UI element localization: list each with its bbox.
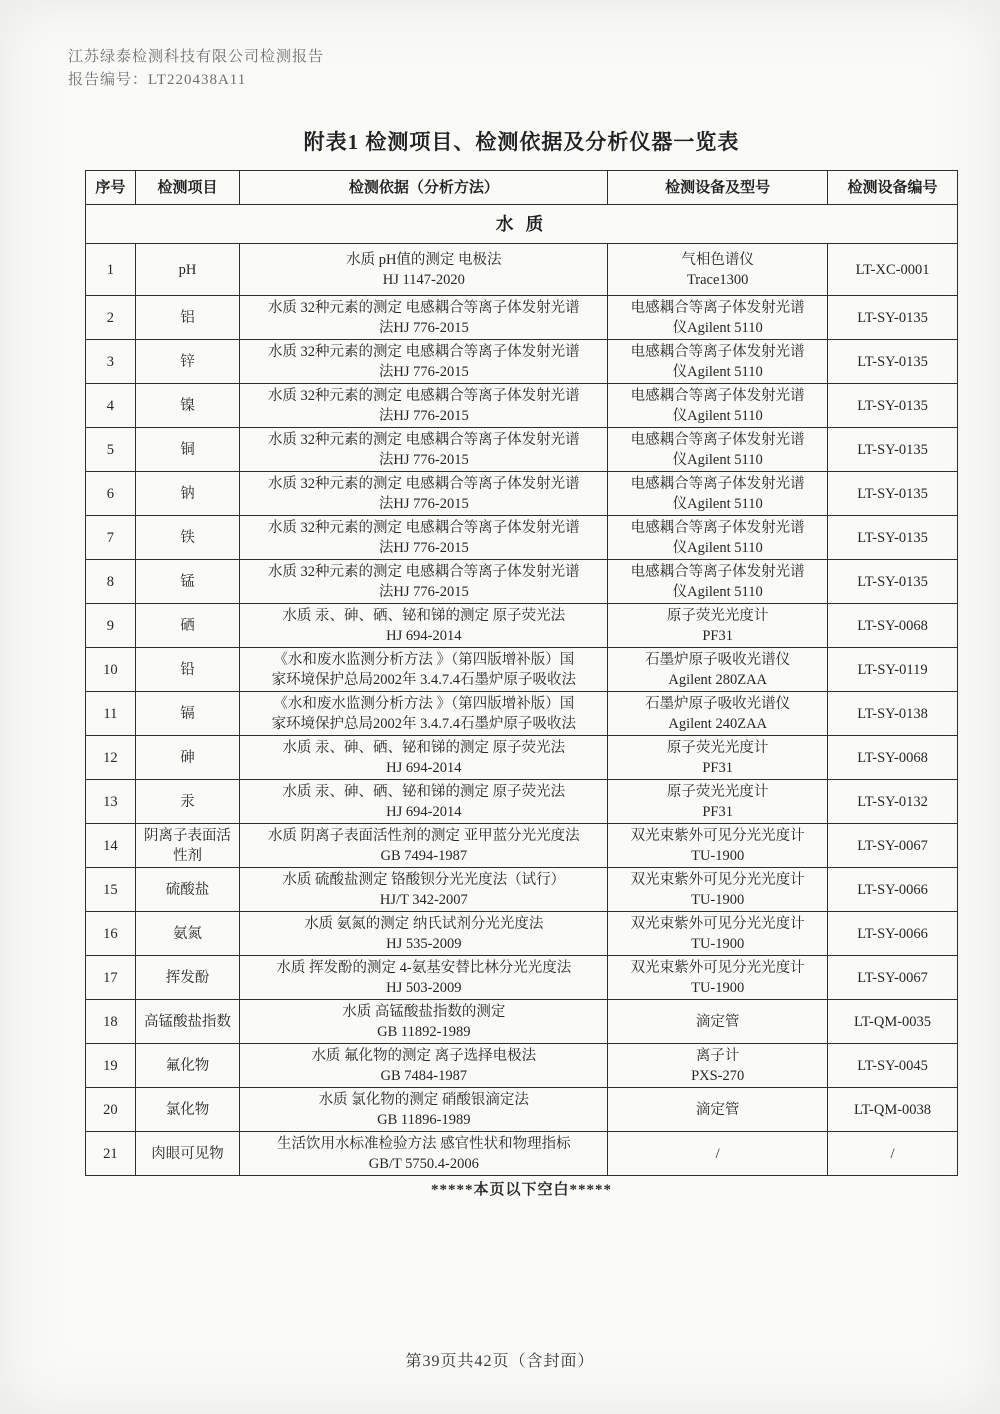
table-row bbox=[86, 472, 958, 516]
table-row bbox=[86, 428, 958, 472]
row-code-cell: LT-QM-0035 bbox=[828, 1000, 958, 1044]
report-number-line: 报告编号：LT220438A11 bbox=[68, 72, 247, 89]
row-item-cell: 镍 bbox=[135, 384, 240, 428]
row-item-cell: 锌 bbox=[135, 340, 240, 384]
row-no-cell: 1 bbox=[86, 244, 136, 296]
column-header-item: 检测项目 bbox=[135, 171, 240, 205]
table-row bbox=[86, 384, 958, 428]
row-no-cell: 8 bbox=[86, 560, 136, 604]
row-equipment-cell: 电感耦合等离子体发射光谱 仪Agilent 5110 bbox=[608, 516, 828, 560]
page-number: 第39页共42页（含封面） bbox=[405, 1353, 595, 1370]
row-method-cell: 水质 硫酸盐测定 铬酸钡分光光度法（试行） HJ/T 342-2007 bbox=[240, 868, 608, 912]
column-header-method: 检测依据（分析方法） bbox=[240, 171, 608, 205]
row-code-cell: LT-SY-0067 bbox=[828, 956, 958, 1000]
row-no-cell: 11 bbox=[86, 692, 136, 736]
row-no-cell: 20 bbox=[86, 1088, 136, 1132]
row-equipment-cell: 电感耦合等离子体发射光谱 仪Agilent 5110 bbox=[608, 340, 828, 384]
row-item-cell: 硫酸盐 bbox=[135, 868, 240, 912]
row-item-cell: 铝 bbox=[135, 296, 240, 340]
row-no-cell: 14 bbox=[86, 824, 136, 868]
table-row bbox=[86, 1088, 958, 1132]
table-row bbox=[86, 1132, 958, 1176]
column-header-equipment: 检测设备及型号 bbox=[608, 171, 828, 205]
row-code-cell: LT-SY-0135 bbox=[828, 472, 958, 516]
row-equipment-cell: 电感耦合等离子体发射光谱 仪Agilent 5110 bbox=[608, 296, 828, 340]
row-no-cell: 9 bbox=[86, 604, 136, 648]
row-method-cell: 水质 挥发酚的测定 4-氨基安替比林分光光度法 HJ 503-2009 bbox=[240, 956, 608, 1000]
table-row bbox=[86, 296, 958, 340]
table-row bbox=[86, 824, 958, 868]
table-row bbox=[86, 780, 958, 824]
row-item-cell: pH bbox=[135, 244, 240, 296]
row-no-cell: 15 bbox=[86, 868, 136, 912]
row-item-cell: 硒 bbox=[135, 604, 240, 648]
row-no-cell: 7 bbox=[86, 516, 136, 560]
row-item-cell: 高锰酸盐指数 bbox=[135, 1000, 240, 1044]
row-item-cell: 铅 bbox=[135, 648, 240, 692]
row-method-cell: 水质 32种元素的测定 电感耦合等离子体发射光谱 法HJ 776-2015 bbox=[240, 516, 608, 560]
row-method-cell: 水质 32种元素的测定 电感耦合等离子体发射光谱 法HJ 776-2015 bbox=[240, 340, 608, 384]
table-row bbox=[86, 868, 958, 912]
row-item-cell: 挥发酚 bbox=[135, 956, 240, 1000]
row-item-cell: 砷 bbox=[135, 736, 240, 780]
table-row bbox=[86, 648, 958, 692]
row-code-cell: LT-SY-0068 bbox=[828, 604, 958, 648]
row-equipment-cell: 电感耦合等离子体发射光谱 仪Agilent 5110 bbox=[608, 428, 828, 472]
row-no-cell: 3 bbox=[86, 340, 136, 384]
row-method-cell: 水质 32种元素的测定 电感耦合等离子体发射光谱 法HJ 776-2015 bbox=[240, 472, 608, 516]
row-no-cell: 16 bbox=[86, 912, 136, 956]
row-equipment-cell: 石墨炉原子吸收光谱仪 Agilent 280ZAA bbox=[608, 648, 828, 692]
row-code-cell: LT-SY-0132 bbox=[828, 780, 958, 824]
row-method-cell: 《水和废水监测分析方法 》（第四版增补版）国 家环境保护总局2002年 3.4.7.4石墨炉原子吸收法 bbox=[240, 692, 608, 736]
table-row bbox=[86, 956, 958, 1000]
row-equipment-cell: 双光束紫外可见分光光度计 TU-1900 bbox=[608, 912, 828, 956]
table-row bbox=[86, 244, 958, 296]
row-no-cell: 17 bbox=[86, 956, 136, 1000]
row-equipment-cell: / bbox=[608, 1132, 828, 1176]
blank-below-note: *****本页以下空白***** bbox=[430, 1182, 612, 1198]
row-equipment-cell: 滴定管 bbox=[608, 1000, 828, 1044]
row-equipment-cell: 电感耦合等离子体发射光谱 仪Agilent 5110 bbox=[608, 472, 828, 516]
table-row bbox=[86, 912, 958, 956]
table-row bbox=[86, 1044, 958, 1088]
row-equipment-cell: 双光束紫外可见分光光度计 TU-1900 bbox=[608, 868, 828, 912]
row-equipment-cell: 原子荧光光度计 PF31 bbox=[608, 780, 828, 824]
row-method-cell: 水质 氨氮的测定 纳氏试剂分光光度法 HJ 535-2009 bbox=[240, 912, 608, 956]
row-no-cell: 2 bbox=[86, 296, 136, 340]
row-code-cell: LT-SY-0119 bbox=[828, 648, 958, 692]
row-equipment-cell: 双光束紫外可见分光光度计 TU-1900 bbox=[608, 824, 828, 868]
row-equipment-cell: 原子荧光光度计 PF31 bbox=[608, 736, 828, 780]
row-code-cell: LT-SY-0138 bbox=[828, 692, 958, 736]
row-item-cell: 汞 bbox=[135, 780, 240, 824]
table-row bbox=[86, 692, 958, 736]
row-no-cell: 12 bbox=[86, 736, 136, 780]
row-method-cell: 水质 32种元素的测定 电感耦合等离子体发射光谱 法HJ 776-2015 bbox=[240, 428, 608, 472]
row-no-cell: 10 bbox=[86, 648, 136, 692]
row-code-cell: LT-SY-0135 bbox=[828, 428, 958, 472]
company-report-line: 江苏绿泰检测科技有限公司检测报告 bbox=[68, 49, 325, 65]
row-code-cell: LT-SY-0066 bbox=[828, 912, 958, 956]
row-method-cell: 水质 32种元素的测定 电感耦合等离子体发射光谱 法HJ 776-2015 bbox=[240, 384, 608, 428]
row-equipment-cell: 电感耦合等离子体发射光谱 仪Agilent 5110 bbox=[608, 560, 828, 604]
section-label: 水 质 bbox=[86, 205, 958, 244]
row-code-cell: LT-SY-0135 bbox=[828, 560, 958, 604]
row-no-cell: 5 bbox=[86, 428, 136, 472]
row-code-cell: LT-SY-0135 bbox=[828, 296, 958, 340]
section-row-water-quality bbox=[86, 205, 958, 244]
row-item-cell: 锰 bbox=[135, 560, 240, 604]
table-row bbox=[86, 1000, 958, 1044]
row-item-cell: 氨氮 bbox=[135, 912, 240, 956]
row-code-cell: / bbox=[828, 1132, 958, 1176]
row-equipment-cell: 原子荧光光度计 PF31 bbox=[608, 604, 828, 648]
row-equipment-cell: 滴定管 bbox=[608, 1088, 828, 1132]
row-method-cell: 水质 汞、砷、硒、铋和锑的测定 原子荧光法 HJ 694-2014 bbox=[240, 604, 608, 648]
row-item-cell: 钠 bbox=[135, 472, 240, 516]
table-row bbox=[86, 560, 958, 604]
row-item-cell: 肉眼可见物 bbox=[135, 1132, 240, 1176]
document-header bbox=[68, 46, 324, 93]
row-equipment-cell: 双光束紫外可见分光光度计 TU-1900 bbox=[608, 956, 828, 1000]
table-row bbox=[86, 516, 958, 560]
row-code-cell: LT-QM-0038 bbox=[828, 1088, 958, 1132]
row-equipment-cell: 气相色谱仪 Trace1300 bbox=[608, 244, 828, 296]
row-method-cell: 《水和废水监测分析方法 》（第四版增补版）国 家环境保护总局2002年 3.4.7.4石墨炉原子吸收法 bbox=[240, 648, 608, 692]
test-items-table bbox=[85, 170, 958, 1176]
row-no-cell: 19 bbox=[86, 1044, 136, 1088]
row-no-cell: 4 bbox=[86, 384, 136, 428]
table-row bbox=[86, 604, 958, 648]
row-method-cell: 水质 汞、砷、硒、铋和锑的测定 原子荧光法 HJ 694-2014 bbox=[240, 780, 608, 824]
row-method-cell: 生活饮用水标准检验方法 感官性状和物理指标 GB/T 5750.4-2006 bbox=[240, 1132, 608, 1176]
row-no-cell: 18 bbox=[86, 1000, 136, 1044]
table-body bbox=[86, 244, 958, 1176]
row-code-cell: LT-SY-0066 bbox=[828, 868, 958, 912]
row-code-cell: LT-SY-0135 bbox=[828, 340, 958, 384]
row-item-cell: 铁 bbox=[135, 516, 240, 560]
row-equipment-cell: 离子计 PXS-270 bbox=[608, 1044, 828, 1088]
row-method-cell: 水质 汞、砷、硒、铋和锑的测定 原子荧光法 HJ 694-2014 bbox=[240, 736, 608, 780]
row-method-cell: 水质 32种元素的测定 电感耦合等离子体发射光谱 法HJ 776-2015 bbox=[240, 560, 608, 604]
table-header-row bbox=[86, 171, 958, 205]
row-item-cell: 氟化物 bbox=[135, 1044, 240, 1088]
row-item-cell: 氯化物 bbox=[135, 1088, 240, 1132]
row-no-cell: 21 bbox=[86, 1132, 136, 1176]
row-method-cell: 水质 氯化物的测定 硝酸银滴定法 GB 11896-1989 bbox=[240, 1088, 608, 1132]
row-code-cell: LT-SY-0045 bbox=[828, 1044, 958, 1088]
row-method-cell: 水质 高锰酸盐指数的测定 GB 11892-1989 bbox=[240, 1000, 608, 1044]
row-code-cell: LT-SY-0135 bbox=[828, 516, 958, 560]
row-method-cell: 水质 32种元素的测定 电感耦合等离子体发射光谱 法HJ 776-2015 bbox=[240, 296, 608, 340]
row-code-cell: LT-SY-0135 bbox=[828, 384, 958, 428]
table-row bbox=[86, 736, 958, 780]
row-code-cell: LT-XC-0001 bbox=[828, 244, 958, 296]
row-item-cell: 铜 bbox=[135, 428, 240, 472]
column-header-no: 序号 bbox=[86, 171, 136, 205]
row-item-cell: 镉 bbox=[135, 692, 240, 736]
table-row bbox=[86, 340, 958, 384]
row-no-cell: 13 bbox=[86, 780, 136, 824]
row-method-cell: 水质 pH值的测定 电极法 HJ 1147-2020 bbox=[240, 244, 608, 296]
row-equipment-cell: 电感耦合等离子体发射光谱 仪Agilent 5110 bbox=[608, 384, 828, 428]
row-no-cell: 6 bbox=[86, 472, 136, 516]
row-method-cell: 水质 阴离子表面活性剂的测定 亚甲蓝分光光度法 GB 7494-1987 bbox=[240, 824, 608, 868]
row-code-cell: LT-SY-0068 bbox=[828, 736, 958, 780]
page-title: 附表1 检测项目、检测依据及分析仪器一览表 bbox=[303, 130, 740, 154]
column-header-code: 检测设备编号 bbox=[828, 171, 958, 205]
row-code-cell: LT-SY-0067 bbox=[828, 824, 958, 868]
row-equipment-cell: 石墨炉原子吸收光谱仪 Agilent 240ZAA bbox=[608, 692, 828, 736]
row-item-cell: 阴离子表面活性剂 bbox=[135, 824, 240, 868]
row-method-cell: 水质 氟化物的测定 离子选择电极法 GB 7484-1987 bbox=[240, 1044, 608, 1088]
